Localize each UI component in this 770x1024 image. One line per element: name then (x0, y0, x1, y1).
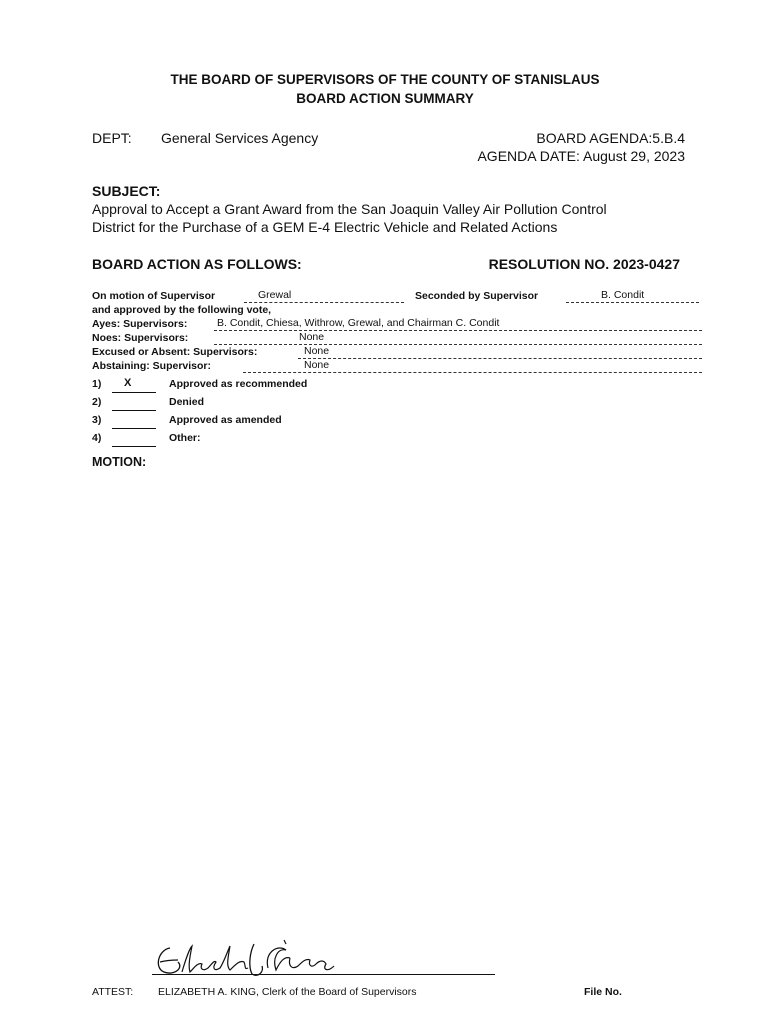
motion-heading: MOTION: (92, 455, 147, 469)
abstaining-underline (243, 372, 702, 373)
ayes-underline (214, 330, 702, 331)
excused-underline (298, 358, 702, 359)
resolution-number: RESOLUTION NO. 2023-0427 (488, 256, 680, 272)
abstaining-label: Abstaining: Supervisor: (92, 360, 212, 372)
subject-line-1: Approval to Accept a Grant Award from the San Joaquin Valley Air Pollution Control (92, 201, 607, 217)
noes-value: None (299, 331, 325, 343)
ayes-label: Ayes: Supervisors: (92, 318, 188, 330)
option-blank (112, 446, 156, 447)
subject-line-2: District for the Purchase of a GEM E-4 Electric Vehicle and Related Actions (92, 219, 558, 235)
seconded-value: B. Condit (601, 289, 645, 301)
option-label: Denied (169, 396, 205, 408)
seconded-underline (566, 302, 699, 303)
noes-label: Noes: Supervisors: (92, 332, 189, 344)
subject-label: SUBJECT: (92, 183, 161, 199)
board-agenda: BOARD AGENDA:5.B.4 (536, 130, 685, 146)
option-blank (112, 410, 156, 411)
ayes-value: B. Condit, Chiesa, Withrow, Grewal, and Chairman C. Condit (217, 317, 500, 329)
motion-label: On motion of Supervisor (92, 290, 216, 302)
option-label: Approved as amended (169, 414, 282, 426)
signature-icon (150, 938, 370, 986)
approved-line: and approved by the following vote, (92, 304, 272, 316)
board-action-label: BOARD ACTION AS FOLLOWS: (92, 256, 302, 272)
option-number: 1) (92, 378, 102, 390)
seconded-label: Seconded by Supervisor (415, 290, 539, 302)
excused-label: Excused or Absent: Supervisors: (92, 346, 258, 358)
file-number-label: File No. (584, 986, 622, 998)
option-number: 4) (92, 432, 102, 444)
page-title: THE BOARD OF SUPERVISORS OF THE COUNTY OF STANISLAUS (170, 72, 600, 87)
agenda-date: AGENDA DATE: August 29, 2023 (477, 148, 685, 164)
excused-value: None (304, 345, 330, 357)
option-blank (112, 428, 156, 429)
option-label: Other: (169, 432, 201, 444)
option-mark: X (124, 377, 132, 389)
dept-value: General Services Agency (161, 130, 319, 146)
page-subtitle: BOARD ACTION SUMMARY (296, 91, 474, 106)
option-blank (112, 392, 156, 393)
attest-label: ATTEST: (92, 986, 134, 998)
clerk-name: ELIZABETH A. KING, Clerk of the Board of Supervisors (158, 986, 417, 998)
motion-underline (244, 302, 404, 303)
abstaining-value: None (304, 359, 330, 371)
signature-line (152, 974, 495, 975)
option-number: 3) (92, 414, 102, 426)
motion-value: Grewal (258, 289, 292, 301)
noes-underline (214, 344, 702, 345)
option-label: Approved as recommended (169, 378, 308, 390)
dept-label: DEPT: (92, 130, 132, 146)
option-number: 2) (92, 396, 102, 408)
